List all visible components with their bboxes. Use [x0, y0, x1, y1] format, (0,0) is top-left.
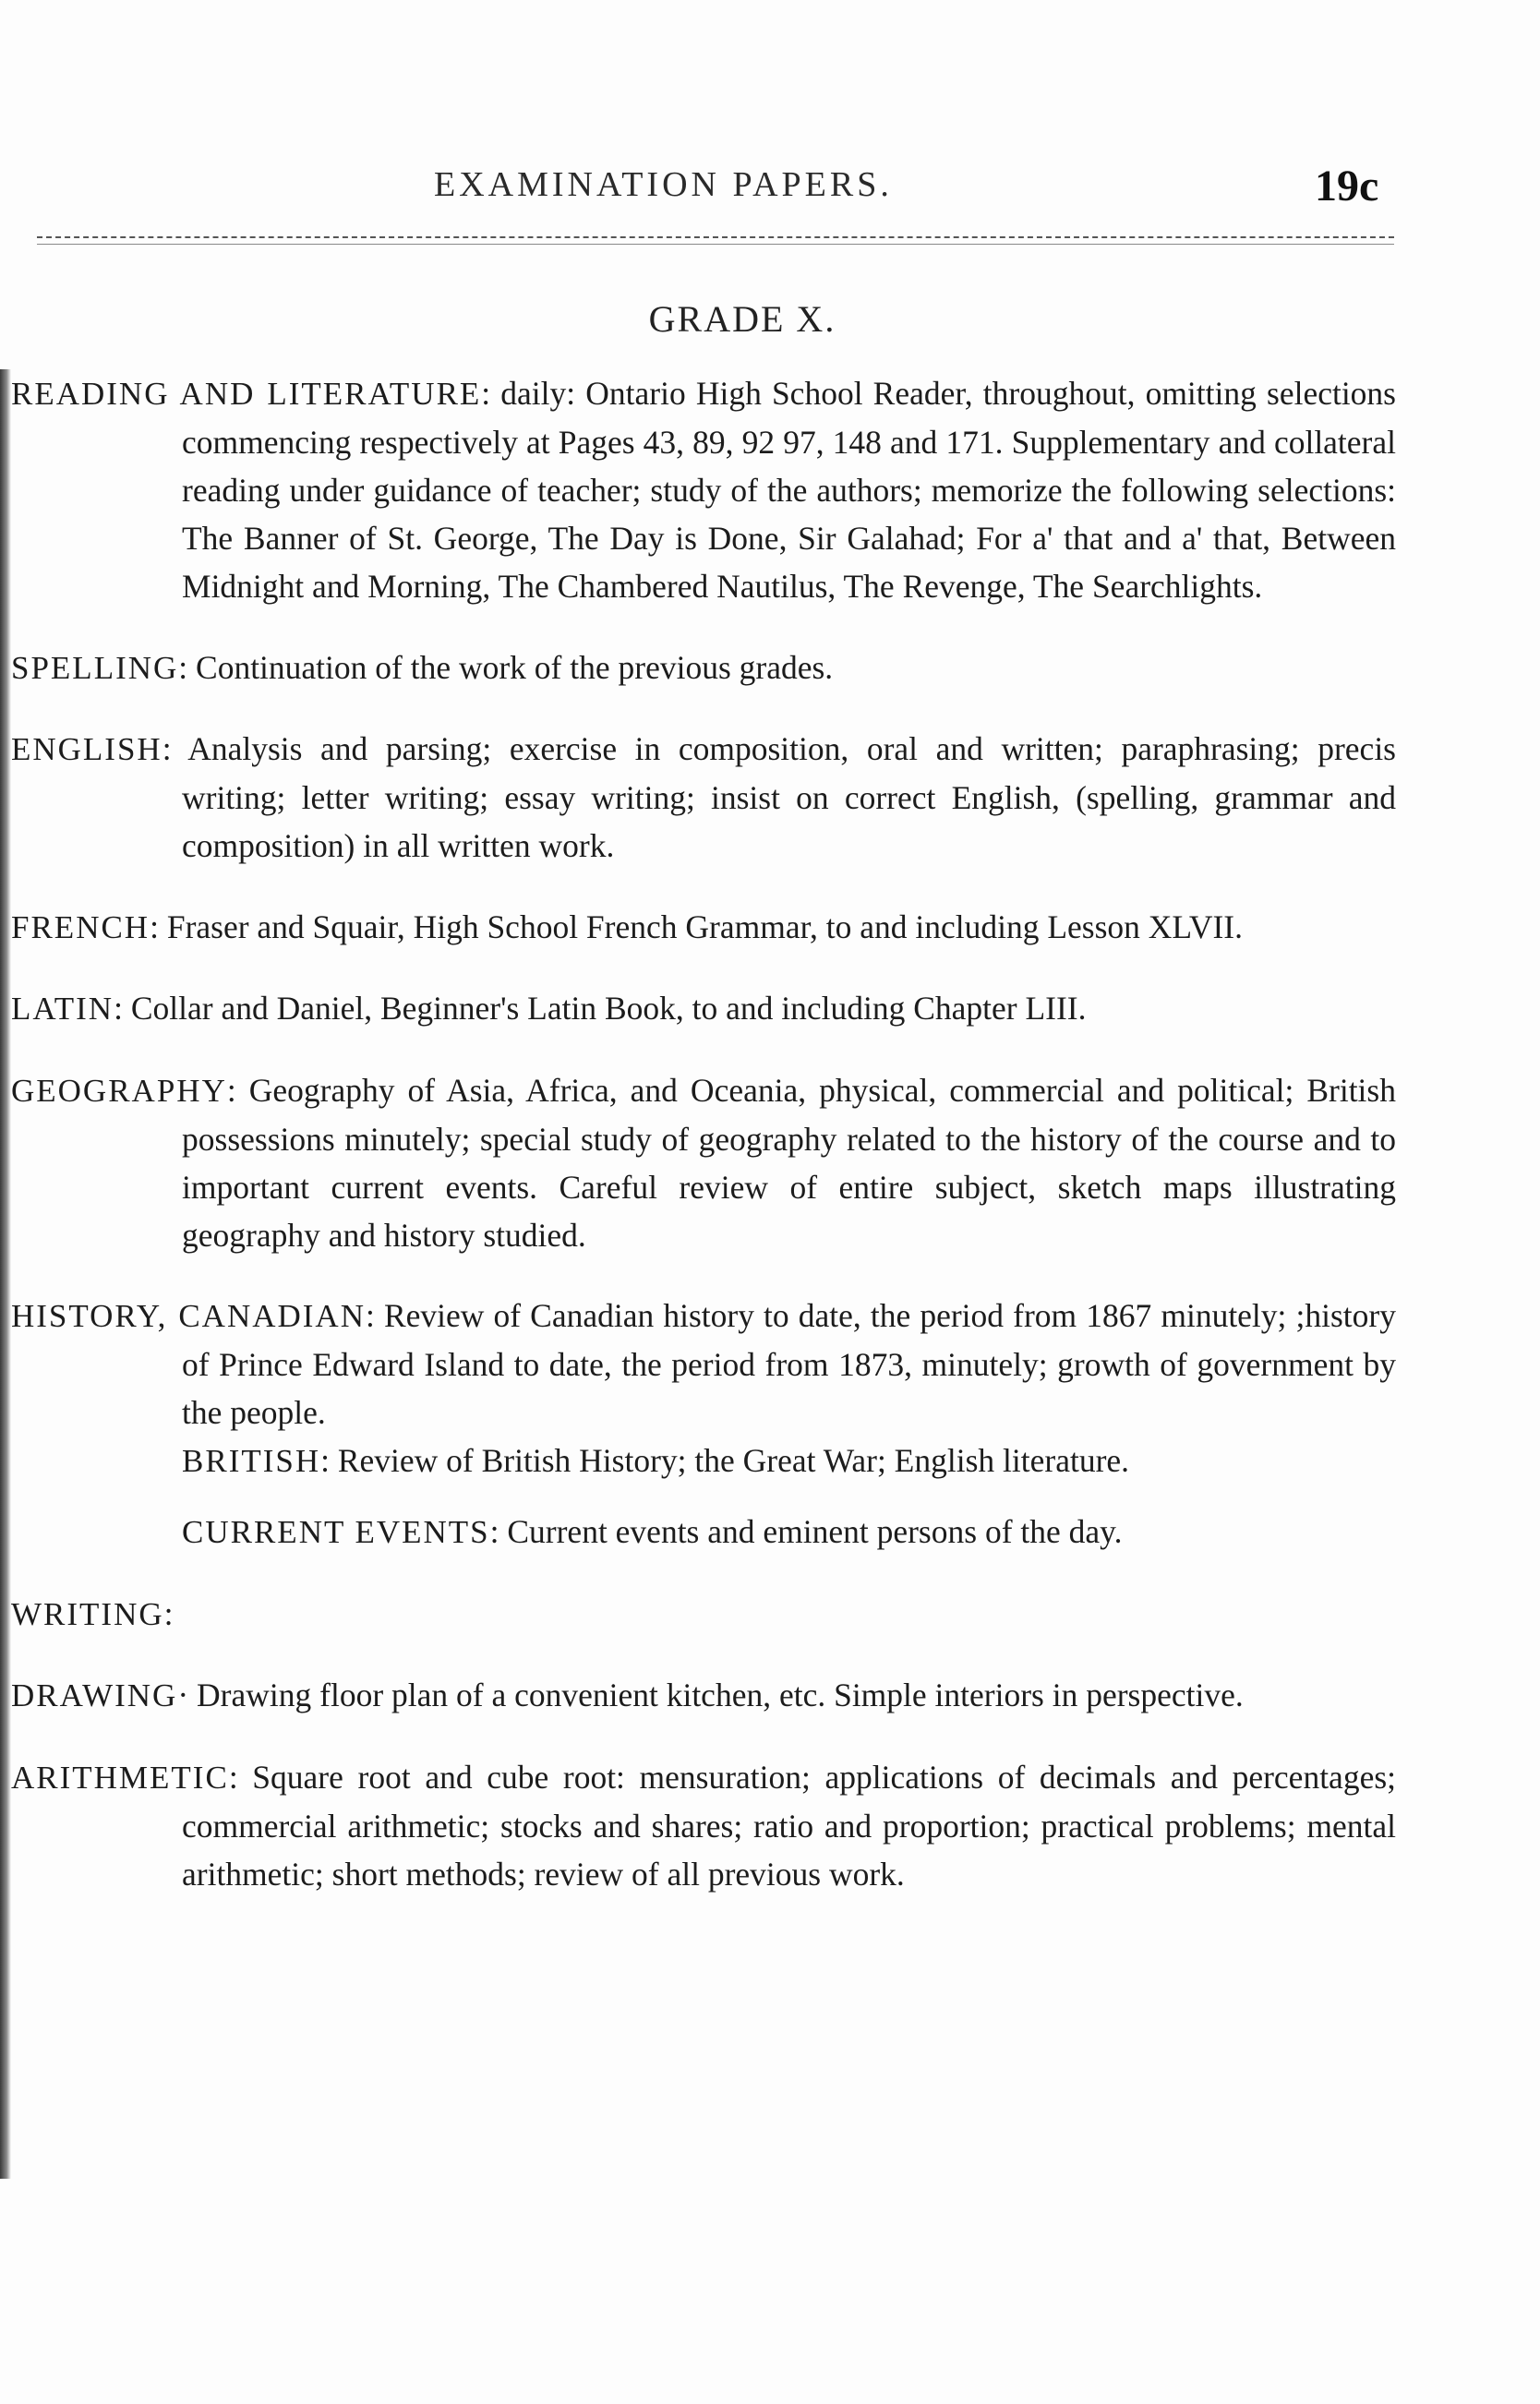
subject-heading: WRITING	[11, 1595, 164, 1632]
subject-text: : Review of Canadian history to date, the period from 1867 minutely; ;history of Prince Edward Island to date, the period from 1873, minutely; growth of government by the people.	[182, 1297, 1396, 1431]
subject-current-events	[11, 1508, 1396, 1557]
header-rule	[37, 236, 1394, 238]
subject-reading-literature	[11, 369, 1396, 610]
running-title: EXAMINATION PAPERS.	[434, 165, 893, 204]
subject-text: : Fraser and Squair, High School French Grammar, to and including Lesson XLVII.	[150, 908, 1243, 945]
subject-arithmetic	[11, 1753, 1396, 1898]
subject-text: · Drawing floor plan of a convenient kitchen, etc. Simple interiors in perspective.	[177, 1677, 1244, 1713]
subject-text: : Review of British History; the Great War; English literature.	[320, 1442, 1130, 1479]
subject-text: : Continuation of the work of the previous grades.	[178, 648, 834, 686]
subject-french	[11, 903, 1396, 952]
subject-text: : Square root and cube root: mensuration; applications of decimals and percentages; commercial arithmetic; stocks and shares; ratio and proportion; practical problems; mental arithmetic; short methods; review of all previous work.	[182, 1758, 1396, 1893]
subject-heading: FRENCH	[11, 908, 150, 945]
subject-latin	[11, 984, 1396, 1033]
grade-title: GRADE X.	[648, 298, 836, 340]
subject-heading: DRAWING	[11, 1677, 178, 1713]
syllabus-content	[11, 369, 1396, 1918]
subject-heading: GEOGRAPHY	[11, 1072, 227, 1109]
subject-history-canadian	[11, 1292, 1396, 1436]
subject-text: : Geography of Asia, Africa, and Oceania, physical, commercial and political; British possessions minutely; special study of geography related to the history of the course and to important current events. Careful review of entire subject, sketch maps illustrating geography and history studied.	[182, 1071, 1396, 1254]
subject-heading: SPELLING	[11, 649, 179, 686]
subject-writing	[11, 1590, 1396, 1639]
subject-heading: BRITISH	[182, 1443, 321, 1479]
running-head	[0, 164, 1540, 220]
header-rule-secondary	[37, 244, 1394, 245]
binding-edge	[0, 369, 11, 2179]
page-number: 19c	[1315, 162, 1379, 210]
subject-drawing	[11, 1671, 1396, 1720]
subject-text: : daily: Ontario High School Reader, throughout, omitting selections commencing respectively at Pages 43, 89, 92 97, 148 and 171. Supplementary and collateral reading under guidance of teacher; study of the authors; memorize the following selections: The Banner of St. George, The Day is Done, Sir Galahad; For a' that and a' that, Between Midnight and Morning, The Chambered Nautilus, The Revenge, The Searchlights.	[182, 375, 1396, 605]
subject-heading: ENGLISH	[11, 731, 162, 767]
subject-history-british	[11, 1436, 1396, 1485]
subject-geography	[11, 1066, 1396, 1259]
subject-text: : Current events and eminent persons of the day.	[489, 1513, 1123, 1550]
subject-english	[11, 725, 1396, 870]
subject-heading: LATIN	[11, 991, 114, 1027]
subject-heading: READING AND LITERATURE	[11, 376, 482, 412]
subject-heading: ARITHMETIC	[11, 1759, 229, 1796]
subject-text: :	[163, 1594, 174, 1632]
subject-spelling	[11, 643, 1396, 692]
subject-heading: CURRENT EVENTS	[182, 1514, 490, 1550]
subject-text: : Analysis and parsing; exercise in composition, oral and written; paraphrasing; precis writing; letter writing; essay writing; insist on correct English, (spelling, grammar and composition) in all written work.	[162, 730, 1396, 864]
subject-heading: HISTORY, CANADIAN	[11, 1298, 366, 1334]
subject-text: : Collar and Daniel, Beginner's Latin Book, to and including Chapter LIII.	[114, 990, 1087, 1027]
